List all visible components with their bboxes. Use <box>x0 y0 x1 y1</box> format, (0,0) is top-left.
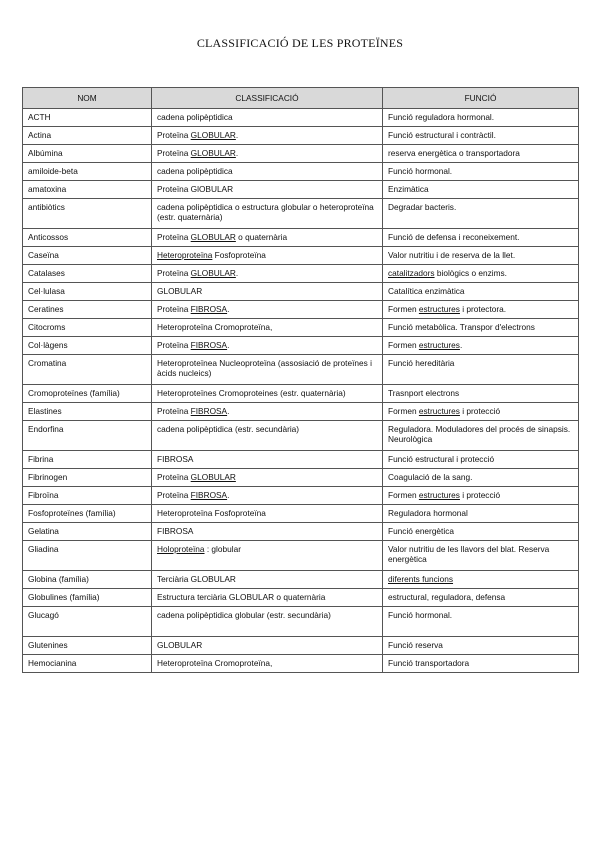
cell-funcio <box>383 487 579 505</box>
cell-nom: Catalases <box>23 265 152 283</box>
text-segment: Proteïna GlOBULAR <box>157 184 234 194</box>
cell-classificacio <box>152 199 383 229</box>
cell-classificacio <box>152 319 383 337</box>
table-row <box>23 127 579 145</box>
table-row <box>23 487 579 505</box>
header-funcio: FUNCIÓ <box>383 88 579 109</box>
table-row <box>23 163 579 181</box>
cell-classificacio <box>152 181 383 199</box>
cell-classificacio <box>152 505 383 523</box>
text-segment: Terciària GLOBULAR <box>157 574 236 584</box>
text-segment: Reguladora hormonal <box>388 508 468 518</box>
header-classificacio: CLASSIFICACIÓ <box>152 88 383 109</box>
cell-funcio <box>383 145 579 163</box>
text-segment: cadena polipèptidica (estr. secundària) <box>157 424 300 434</box>
cell-classificacio <box>152 355 383 385</box>
text-segment: Proteïna <box>157 340 191 350</box>
table-row <box>23 265 579 283</box>
table-row <box>23 469 579 487</box>
text-segment: Fosfoproteïna <box>212 250 266 260</box>
cell-funcio <box>383 283 579 301</box>
cell-classificacio <box>152 145 383 163</box>
text-segment: o quaternària <box>235 232 288 242</box>
text-segment: Formen <box>388 406 419 416</box>
text-segment: cadena polipèptidica globular (estr. secundària) <box>157 610 331 620</box>
cell-classificacio <box>152 607 383 637</box>
cell-nom: Fibroïna <box>23 487 152 505</box>
text-segment: i protectora. <box>459 304 507 314</box>
cell-funcio <box>383 607 579 637</box>
cell-classificacio <box>152 655 383 673</box>
text-segment: FIBROSA <box>157 454 194 464</box>
text-segment: . <box>235 268 239 278</box>
header-nom: NOM <box>23 88 152 109</box>
table-body <box>23 109 579 673</box>
text-segment: i protecció <box>459 406 501 416</box>
page-title: CLASSIFICACIÓ DE LES PROTEÏNES <box>196 36 404 50</box>
cell-nom: Fosfoproteïnes (família) <box>23 505 152 523</box>
cell-nom: Globulines (família) <box>23 589 152 607</box>
table-row <box>23 421 579 451</box>
text-segment: Funció de defensa i reconeixement. <box>388 232 520 242</box>
underlined-text: diferents funcions <box>388 574 454 584</box>
cell-classificacio <box>152 283 383 301</box>
cell-nom: Citocroms <box>23 319 152 337</box>
text-segment: reserva energètica o transportadora <box>388 148 520 158</box>
text-segment: Funció hormonal. <box>388 610 453 620</box>
table-row <box>23 247 579 265</box>
underlined-text: Heteroproteïna <box>157 250 213 260</box>
cell-classificacio <box>152 487 383 505</box>
text-segment: estructural, reguladora, defensa <box>388 592 506 602</box>
cell-funcio <box>383 469 579 487</box>
proteins-table <box>22 87 579 673</box>
cell-nom: Caseïna <box>23 247 152 265</box>
text-segment: : globular <box>204 544 241 554</box>
cell-classificacio <box>152 337 383 355</box>
text-segment: Heteroproteïna Cromoproteïna, <box>157 322 273 332</box>
cell-classificacio <box>152 265 383 283</box>
text-segment: i protecció <box>459 490 501 500</box>
cell-funcio <box>383 163 579 181</box>
text-segment: Proteïna <box>157 268 191 278</box>
text-segment: Funció energètica <box>388 526 454 536</box>
cell-classificacio <box>152 385 383 403</box>
table-row <box>23 229 579 247</box>
cell-funcio <box>383 247 579 265</box>
cell-classificacio <box>152 589 383 607</box>
text-segment: Trasnport electrons <box>388 388 460 398</box>
cell-nom: Glucagó <box>23 607 152 637</box>
underlined-text: FIBROSA <box>190 304 228 314</box>
table-header-row <box>23 88 579 109</box>
cell-classificacio <box>152 571 383 589</box>
text-segment: . <box>235 130 239 140</box>
text-segment: Degradar bacteris. <box>388 202 457 212</box>
cell-classificacio <box>152 469 383 487</box>
cell-funcio <box>383 355 579 385</box>
cell-funcio <box>383 655 579 673</box>
cell-classificacio <box>152 403 383 421</box>
underlined-text: Holoproteïna <box>157 544 205 554</box>
cell-nom: Ceratines <box>23 301 152 319</box>
text-segment: Funció transportadora <box>388 658 470 668</box>
cell-classificacio <box>152 421 383 451</box>
underlined-text: GLOBULAR <box>190 232 236 242</box>
text-segment: GLOBULAR <box>157 640 203 650</box>
cell-nom: Anticossos <box>23 229 152 247</box>
cell-funcio <box>383 385 579 403</box>
text-segment: Funció reserva <box>388 640 443 650</box>
table-row <box>23 523 579 541</box>
cell-funcio <box>383 589 579 607</box>
text-segment: Proteïna <box>157 232 191 242</box>
cell-funcio <box>383 541 579 571</box>
table-row <box>23 607 579 637</box>
cell-classificacio <box>152 127 383 145</box>
cell-funcio <box>383 127 579 145</box>
table-row <box>23 385 579 403</box>
cell-funcio <box>383 505 579 523</box>
text-segment: Heteroproteïna Cromoproteïna, <box>157 658 273 668</box>
text-segment: Proteïna <box>157 472 191 482</box>
cell-funcio <box>383 199 579 229</box>
table-row <box>23 145 579 163</box>
underlined-text: GLOBULAR <box>190 148 236 158</box>
underlined-text: GLOBULAR <box>190 130 236 140</box>
text-segment: Formen <box>388 490 419 500</box>
text-segment: . <box>227 340 230 350</box>
text-segment: Estructura terciària GLOBULAR o quaternària <box>157 592 326 602</box>
text-segment: Valor nutritiu i de reserva de la llet. <box>388 250 516 260</box>
cell-funcio <box>383 301 579 319</box>
cell-funcio <box>383 319 579 337</box>
text-segment: FIBROSA <box>157 526 194 536</box>
text-segment: Valor nutritiu de les llavors del blat. Reserva energètica <box>388 544 550 564</box>
cell-funcio <box>383 571 579 589</box>
table-row <box>23 541 579 571</box>
text-segment: Funció estructural i contràctil. <box>388 130 496 140</box>
table-row <box>23 451 579 469</box>
cell-nom: Globina (família) <box>23 571 152 589</box>
underlined-text: GLOBULAR <box>190 268 236 278</box>
cell-classificacio <box>152 109 383 127</box>
table-row <box>23 199 579 229</box>
text-segment: Proteïna <box>157 406 191 416</box>
text-segment: . <box>227 490 230 500</box>
table-row <box>23 337 579 355</box>
text-segment: Proteïna <box>157 490 191 500</box>
cell-funcio <box>383 421 579 451</box>
cell-nom: amatoxina <box>23 181 152 199</box>
table-row <box>23 319 579 337</box>
table-row <box>23 355 579 385</box>
text-segment: . <box>235 148 239 158</box>
cell-funcio <box>383 403 579 421</box>
cell-funcio <box>383 181 579 199</box>
table-row <box>23 283 579 301</box>
underlined-text: catalitzadors <box>388 268 435 278</box>
text-segment: GLOBULAR <box>157 286 203 296</box>
cell-nom: Hemocianina <box>23 655 152 673</box>
text-segment: Heteroproteïnes Cromoproteines (estr. quaternària) <box>157 388 346 398</box>
text-segment: cadena polipèptidica o estructura globular o heteroproteïna (estr. quaternària) <box>157 202 374 222</box>
cell-classificacio <box>152 163 383 181</box>
cell-funcio <box>383 337 579 355</box>
text-segment: cadena polipèptidica <box>157 112 233 122</box>
table-row <box>23 181 579 199</box>
table-row <box>23 403 579 421</box>
cell-nom: Elastines <box>23 403 152 421</box>
underlined-text: estructures <box>418 340 460 350</box>
table-row <box>23 109 579 127</box>
cell-nom: Endorfina <box>23 421 152 451</box>
table-row <box>23 301 579 319</box>
cell-nom: Col·làgens <box>23 337 152 355</box>
cell-nom: Fibrinogen <box>23 469 152 487</box>
cell-funcio <box>383 229 579 247</box>
text-segment: Proteïna <box>157 130 191 140</box>
cell-nom: antibiòtics <box>23 199 152 229</box>
cell-classificacio <box>152 523 383 541</box>
cell-nom: Albúmina <box>23 145 152 163</box>
underlined-text: GLOBULAR <box>190 472 236 482</box>
text-segment: Coagulació de la sang. <box>388 472 473 482</box>
underlined-text: estructures <box>418 406 460 416</box>
table-row <box>23 571 579 589</box>
cell-funcio <box>383 451 579 469</box>
text-segment: Formen <box>388 340 419 350</box>
cell-funcio <box>383 637 579 655</box>
cell-classificacio <box>152 229 383 247</box>
cell-classificacio <box>152 637 383 655</box>
text-segment: Funció estructural i protecció <box>388 454 495 464</box>
table-row <box>23 637 579 655</box>
text-segment: Funció metabòlica. Transpor d'electrons <box>388 322 535 332</box>
cell-nom: Cromatina <box>23 355 152 385</box>
text-segment: Funció reguladora hormonal. <box>388 112 495 122</box>
underlined-text: FIBROSA <box>190 340 228 350</box>
cell-classificacio <box>152 247 383 265</box>
table-row <box>23 505 579 523</box>
underlined-text: FIBROSA <box>190 406 228 416</box>
table-row <box>23 655 579 673</box>
cell-nom: ACTH <box>23 109 152 127</box>
text-segment: . <box>227 406 230 416</box>
table-row <box>23 589 579 607</box>
text-segment: . <box>459 340 463 350</box>
text-segment: cadena polipèptidica <box>157 166 233 176</box>
cell-classificacio <box>152 541 383 571</box>
cell-nom: Cel·lulasa <box>23 283 152 301</box>
text-segment: . <box>227 304 230 314</box>
text-segment: Heteroproteïna Fosfoproteïna <box>157 508 266 518</box>
cell-classificacio <box>152 301 383 319</box>
underlined-text: FIBROSA <box>190 490 228 500</box>
cell-funcio <box>383 265 579 283</box>
text-segment: Funció hereditària <box>388 358 455 368</box>
underlined-text: estructures <box>418 304 460 314</box>
cell-nom: Glutenines <box>23 637 152 655</box>
text-segment: Proteïna <box>157 148 191 158</box>
underlined-text: estructures <box>418 490 460 500</box>
text-segment: Enzimàtica <box>388 184 429 194</box>
cell-funcio <box>383 523 579 541</box>
cell-nom: Gliadina <box>23 541 152 571</box>
text-segment: Heteroproteïnea Nucleoproteïna (assosiació de proteïnes i àcids nucleics) <box>157 358 372 378</box>
cell-nom: Gelatina <box>23 523 152 541</box>
cell-classificacio <box>152 451 383 469</box>
cell-nom: amiloide-beta <box>23 163 152 181</box>
cell-nom: Fibrina <box>23 451 152 469</box>
cell-nom: Actina <box>23 127 152 145</box>
text-segment: Proteïna <box>157 304 191 314</box>
text-segment: Formen <box>388 304 419 314</box>
text-segment: Catalítica enzimàtica <box>388 286 465 296</box>
cell-nom: Cromoproteïnes (família) <box>23 385 152 403</box>
text-segment: Funció hormonal. <box>388 166 453 176</box>
text-segment: biològics o enzims. <box>434 268 507 278</box>
cell-funcio <box>383 109 579 127</box>
text-segment: Reguladora. Moduladores del procés de sinapsis. Neurològica <box>388 424 571 444</box>
